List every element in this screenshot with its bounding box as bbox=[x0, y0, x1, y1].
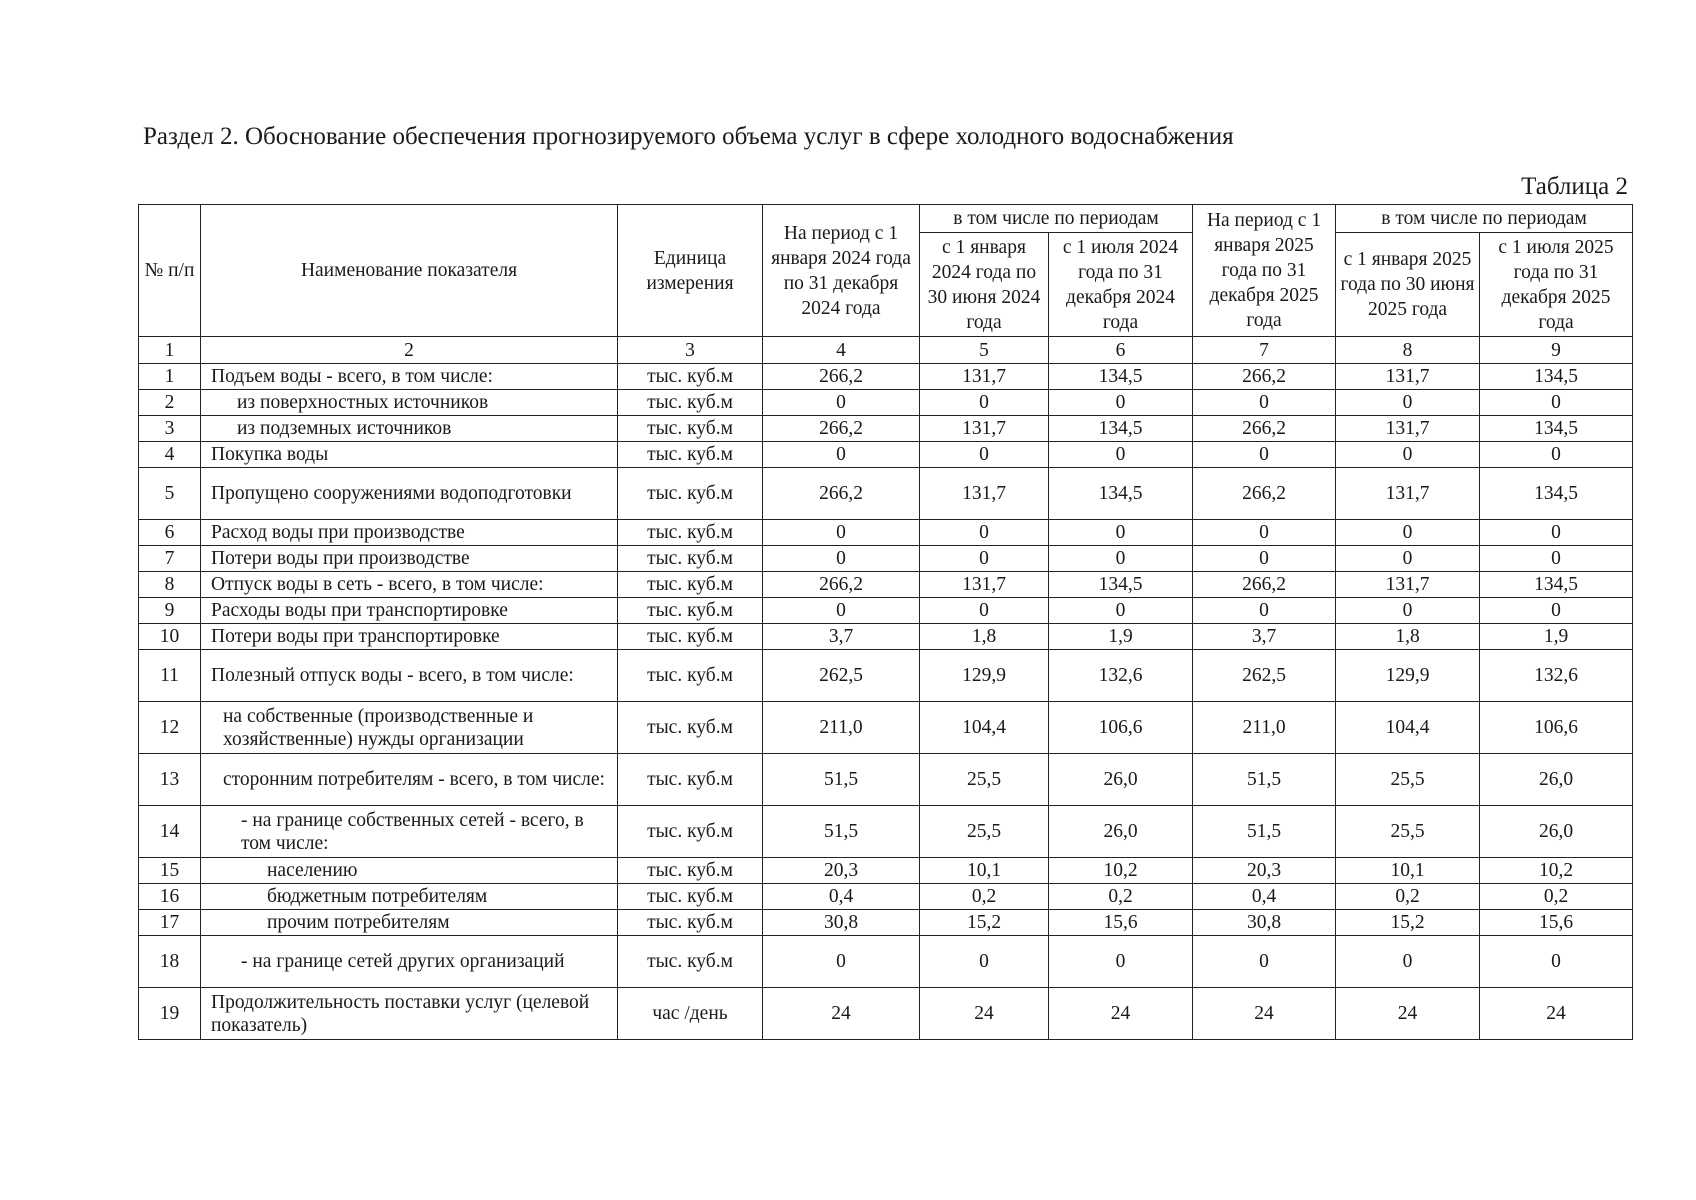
row-number: 15 bbox=[139, 858, 201, 884]
row-number: 4 bbox=[139, 442, 201, 468]
unit-cell: час /день bbox=[618, 988, 763, 1040]
value-cell: 266,2 bbox=[1193, 468, 1336, 520]
header-h1-2025: с 1 января 2025 года по 30 июня 2025 года bbox=[1336, 233, 1480, 337]
unit-cell: тыс. куб.м bbox=[618, 390, 763, 416]
value-cell: 1,9 bbox=[1049, 624, 1193, 650]
column-number: 1 bbox=[139, 337, 201, 364]
indicator-name: Расход воды при производстве bbox=[201, 520, 618, 546]
indicator-name: бюджетным потребителям bbox=[201, 884, 618, 910]
value-cell: 0,4 bbox=[1193, 884, 1336, 910]
value-cell: 0 bbox=[1480, 598, 1633, 624]
value-cell: 15,6 bbox=[1049, 910, 1193, 936]
value-cell: 0 bbox=[763, 546, 920, 572]
row-number: 5 bbox=[139, 468, 201, 520]
unit-cell: тыс. куб.м bbox=[618, 598, 763, 624]
value-cell: 30,8 bbox=[1193, 910, 1336, 936]
value-cell: 0 bbox=[920, 390, 1049, 416]
value-cell: 106,6 bbox=[1480, 702, 1633, 754]
indicator-name: Отпуск воды в сеть - всего, в том числе: bbox=[201, 572, 618, 598]
indicator-name: из подземных источников bbox=[201, 416, 618, 442]
table-row bbox=[139, 884, 1633, 910]
value-cell: 0 bbox=[1193, 442, 1336, 468]
value-cell: 266,2 bbox=[763, 468, 920, 520]
value-cell: 0,2 bbox=[1480, 884, 1633, 910]
indicator-name: на собственные (производственные и хозяйственные) нужды организации bbox=[201, 702, 618, 754]
table-row bbox=[139, 546, 1633, 572]
header-sub-2024: в том числе по периодам bbox=[920, 205, 1193, 233]
value-cell: 266,2 bbox=[1193, 416, 1336, 442]
value-cell: 3,7 bbox=[763, 624, 920, 650]
value-cell: 0 bbox=[920, 598, 1049, 624]
value-cell: 0 bbox=[1480, 442, 1633, 468]
value-cell: 266,2 bbox=[1193, 572, 1336, 598]
column-number: 6 bbox=[1049, 337, 1193, 364]
row-number: 16 bbox=[139, 884, 201, 910]
value-cell: 0 bbox=[1480, 936, 1633, 988]
value-cell: 10,1 bbox=[920, 858, 1049, 884]
value-cell: 0,2 bbox=[1336, 884, 1480, 910]
table-row bbox=[139, 702, 1633, 754]
row-number: 11 bbox=[139, 650, 201, 702]
value-cell: 51,5 bbox=[763, 754, 920, 806]
value-cell: 131,7 bbox=[1336, 572, 1480, 598]
indicator-name: - на границе собственных сетей - всего, в том числе: bbox=[201, 806, 618, 858]
value-cell: 26,0 bbox=[1049, 806, 1193, 858]
value-cell: 3,7 bbox=[1193, 624, 1336, 650]
value-cell: 24 bbox=[1480, 988, 1633, 1040]
unit-cell: тыс. куб.м bbox=[618, 858, 763, 884]
value-cell: 134,5 bbox=[1480, 468, 1633, 520]
column-number: 4 bbox=[763, 337, 920, 364]
value-cell: 25,5 bbox=[1336, 754, 1480, 806]
row-number: 3 bbox=[139, 416, 201, 442]
value-cell: 0,4 bbox=[763, 884, 920, 910]
value-cell: 51,5 bbox=[1193, 754, 1336, 806]
table-row bbox=[139, 910, 1633, 936]
value-cell: 104,4 bbox=[1336, 702, 1480, 754]
unit-cell: тыс. куб.м bbox=[618, 754, 763, 806]
value-cell: 106,6 bbox=[1049, 702, 1193, 754]
value-cell: 0 bbox=[920, 442, 1049, 468]
value-cell: 0 bbox=[763, 598, 920, 624]
value-cell: 0 bbox=[763, 520, 920, 546]
value-cell: 134,5 bbox=[1049, 468, 1193, 520]
table-body bbox=[139, 364, 1633, 1040]
header-no: № п/п bbox=[139, 205, 201, 337]
value-cell: 262,5 bbox=[763, 650, 920, 702]
value-cell: 0 bbox=[1193, 936, 1336, 988]
row-number: 13 bbox=[139, 754, 201, 806]
indicator-name: Подъем воды - всего, в том числе: bbox=[201, 364, 618, 390]
value-cell: 0 bbox=[1049, 390, 1193, 416]
value-cell: 15,2 bbox=[920, 910, 1049, 936]
value-cell: 25,5 bbox=[920, 806, 1049, 858]
row-number: 18 bbox=[139, 936, 201, 988]
header-name: Наименование показателя bbox=[201, 205, 618, 337]
value-cell: 51,5 bbox=[1193, 806, 1336, 858]
row-number: 9 bbox=[139, 598, 201, 624]
table-row bbox=[139, 364, 1633, 390]
value-cell: 131,7 bbox=[1336, 364, 1480, 390]
table-row bbox=[139, 468, 1633, 520]
value-cell: 0 bbox=[920, 520, 1049, 546]
value-cell: 266,2 bbox=[763, 572, 920, 598]
value-cell: 132,6 bbox=[1480, 650, 1633, 702]
column-number: 2 bbox=[201, 337, 618, 364]
row-number: 8 bbox=[139, 572, 201, 598]
value-cell: 0 bbox=[1049, 546, 1193, 572]
value-cell: 0 bbox=[1049, 520, 1193, 546]
indicator-name: - на границе сетей других организаций bbox=[201, 936, 618, 988]
row-number: 2 bbox=[139, 390, 201, 416]
value-cell: 0 bbox=[1193, 598, 1336, 624]
value-cell: 104,4 bbox=[920, 702, 1049, 754]
column-number: 9 bbox=[1480, 337, 1633, 364]
header-sub-2025: в том числе по периодам bbox=[1336, 205, 1633, 233]
header-period-2024: На период с 1 января 2024 года по 31 декабря 2024 года bbox=[763, 205, 920, 337]
table-header bbox=[139, 205, 1633, 364]
value-cell: 26,0 bbox=[1049, 754, 1193, 806]
indicator-name: Полезный отпуск воды - всего, в том числе: bbox=[201, 650, 618, 702]
value-cell: 0 bbox=[1049, 442, 1193, 468]
header-h1-2024: с 1 января 2024 года по 30 июня 2024 года bbox=[920, 233, 1049, 337]
table-row bbox=[139, 598, 1633, 624]
value-cell: 131,7 bbox=[1336, 416, 1480, 442]
row-number: 6 bbox=[139, 520, 201, 546]
value-cell: 0 bbox=[763, 442, 920, 468]
value-cell: 24 bbox=[1336, 988, 1480, 1040]
unit-cell: тыс. куб.м bbox=[618, 624, 763, 650]
header-h2-2024: с 1 июля 2024 года по 31 декабря 2024 года bbox=[1049, 233, 1193, 337]
indicator-name: Продолжительность поставки услуг (целевой показатель) bbox=[201, 988, 618, 1040]
column-number: 7 bbox=[1193, 337, 1336, 364]
table-row bbox=[139, 936, 1633, 988]
value-cell: 0 bbox=[1336, 546, 1480, 572]
unit-cell: тыс. куб.м bbox=[618, 806, 763, 858]
row-number: 10 bbox=[139, 624, 201, 650]
value-cell: 30,8 bbox=[763, 910, 920, 936]
value-cell: 25,5 bbox=[920, 754, 1049, 806]
value-cell: 10,1 bbox=[1336, 858, 1480, 884]
column-number: 8 bbox=[1336, 337, 1480, 364]
value-cell: 26,0 bbox=[1480, 806, 1633, 858]
value-cell: 24 bbox=[1049, 988, 1193, 1040]
indicator-name: из поверхностных источников bbox=[201, 390, 618, 416]
header-unit: Единица измерения bbox=[618, 205, 763, 337]
value-cell: 131,7 bbox=[920, 572, 1049, 598]
column-number: 5 bbox=[920, 337, 1049, 364]
value-cell: 0 bbox=[1336, 390, 1480, 416]
value-cell: 26,0 bbox=[1480, 754, 1633, 806]
indicator-name: Потери воды при производстве bbox=[201, 546, 618, 572]
indicator-name: сторонним потребителям - всего, в том числе: bbox=[201, 754, 618, 806]
table-row bbox=[139, 390, 1633, 416]
value-cell: 0 bbox=[1049, 936, 1193, 988]
indicator-name: населению bbox=[201, 858, 618, 884]
table-row bbox=[139, 520, 1633, 546]
value-cell: 0 bbox=[1480, 390, 1633, 416]
unit-cell: тыс. куб.м bbox=[618, 702, 763, 754]
indicator-name: Потери воды при транспортировке bbox=[201, 624, 618, 650]
unit-cell: тыс. куб.м bbox=[618, 650, 763, 702]
unit-cell: тыс. куб.м bbox=[618, 364, 763, 390]
unit-cell: тыс. куб.м bbox=[618, 468, 763, 520]
value-cell: 1,8 bbox=[1336, 624, 1480, 650]
value-cell: 131,7 bbox=[1336, 468, 1480, 520]
value-cell: 131,7 bbox=[920, 364, 1049, 390]
value-cell: 129,9 bbox=[920, 650, 1049, 702]
value-cell: 134,5 bbox=[1480, 364, 1633, 390]
table-row bbox=[139, 624, 1633, 650]
value-cell: 1,9 bbox=[1480, 624, 1633, 650]
unit-cell: тыс. куб.м bbox=[618, 442, 763, 468]
table-caption: Таблица 2 bbox=[1521, 173, 1628, 200]
unit-cell: тыс. куб.м bbox=[618, 936, 763, 988]
value-cell: 211,0 bbox=[763, 702, 920, 754]
water-supply-table bbox=[138, 204, 1633, 1040]
table-row bbox=[139, 442, 1633, 468]
row-number: 7 bbox=[139, 546, 201, 572]
value-cell: 266,2 bbox=[763, 364, 920, 390]
value-cell: 25,5 bbox=[1336, 806, 1480, 858]
value-cell: 0,2 bbox=[920, 884, 1049, 910]
indicator-name: прочим потребителям bbox=[201, 910, 618, 936]
value-cell: 0 bbox=[1049, 598, 1193, 624]
column-number: 3 bbox=[618, 337, 763, 364]
value-cell: 0 bbox=[1193, 546, 1336, 572]
value-cell: 134,5 bbox=[1480, 416, 1633, 442]
value-cell: 0 bbox=[763, 936, 920, 988]
unit-cell: тыс. куб.м bbox=[618, 520, 763, 546]
value-cell: 0 bbox=[1193, 390, 1336, 416]
row-number: 14 bbox=[139, 806, 201, 858]
value-cell: 0 bbox=[763, 390, 920, 416]
value-cell: 129,9 bbox=[1336, 650, 1480, 702]
column-numbers-row bbox=[139, 337, 1633, 364]
value-cell: 0 bbox=[1336, 442, 1480, 468]
indicator-name: Покупка воды bbox=[201, 442, 618, 468]
unit-cell: тыс. куб.м bbox=[618, 416, 763, 442]
value-cell: 20,3 bbox=[763, 858, 920, 884]
value-cell: 51,5 bbox=[763, 806, 920, 858]
value-cell: 134,5 bbox=[1480, 572, 1633, 598]
indicator-name: Расходы воды при транспортировке bbox=[201, 598, 618, 624]
value-cell: 15,2 bbox=[1336, 910, 1480, 936]
value-cell: 266,2 bbox=[1193, 364, 1336, 390]
section-title: Раздел 2. Обоснование обеспечения прогнозируемого объема услуг в сфере холодного водоснабжения bbox=[143, 123, 1234, 150]
value-cell: 0 bbox=[1480, 520, 1633, 546]
value-cell: 0 bbox=[1193, 520, 1336, 546]
table-row bbox=[139, 416, 1633, 442]
table-row bbox=[139, 650, 1633, 702]
value-cell: 211,0 bbox=[1193, 702, 1336, 754]
table-row bbox=[139, 858, 1633, 884]
value-cell: 0 bbox=[1336, 598, 1480, 624]
value-cell: 20,3 bbox=[1193, 858, 1336, 884]
indicator-name: Пропущено сооружениями водоподготовки bbox=[201, 468, 618, 520]
value-cell: 24 bbox=[1193, 988, 1336, 1040]
value-cell: 0 bbox=[1336, 520, 1480, 546]
value-cell: 10,2 bbox=[1480, 858, 1633, 884]
value-cell: 0 bbox=[1336, 936, 1480, 988]
row-number: 19 bbox=[139, 988, 201, 1040]
value-cell: 15,6 bbox=[1480, 910, 1633, 936]
unit-cell: тыс. куб.м bbox=[618, 572, 763, 598]
value-cell: 0 bbox=[920, 936, 1049, 988]
unit-cell: тыс. куб.м bbox=[618, 884, 763, 910]
table-row bbox=[139, 572, 1633, 598]
row-number: 12 bbox=[139, 702, 201, 754]
value-cell: 134,5 bbox=[1049, 364, 1193, 390]
value-cell: 0 bbox=[920, 546, 1049, 572]
value-cell: 1,8 bbox=[920, 624, 1049, 650]
value-cell: 266,2 bbox=[763, 416, 920, 442]
unit-cell: тыс. куб.м bbox=[618, 910, 763, 936]
header-h2-2025: с 1 июля 2025 года по 31 декабря 2025 года bbox=[1480, 233, 1633, 337]
value-cell: 0,2 bbox=[1049, 884, 1193, 910]
unit-cell: тыс. куб.м bbox=[618, 546, 763, 572]
value-cell: 24 bbox=[763, 988, 920, 1040]
value-cell: 24 bbox=[920, 988, 1049, 1040]
row-number: 17 bbox=[139, 910, 201, 936]
table-row bbox=[139, 806, 1633, 858]
header-period-2025: На период с 1 января 2025 года по 31 декабря 2025 года bbox=[1193, 205, 1336, 337]
value-cell: 131,7 bbox=[920, 468, 1049, 520]
value-cell: 0 bbox=[1480, 546, 1633, 572]
row-number: 1 bbox=[139, 364, 201, 390]
value-cell: 10,2 bbox=[1049, 858, 1193, 884]
value-cell: 131,7 bbox=[920, 416, 1049, 442]
table-row bbox=[139, 988, 1633, 1040]
value-cell: 134,5 bbox=[1049, 572, 1193, 598]
table-row bbox=[139, 754, 1633, 806]
value-cell: 132,6 bbox=[1049, 650, 1193, 702]
value-cell: 134,5 bbox=[1049, 416, 1193, 442]
value-cell: 262,5 bbox=[1193, 650, 1336, 702]
